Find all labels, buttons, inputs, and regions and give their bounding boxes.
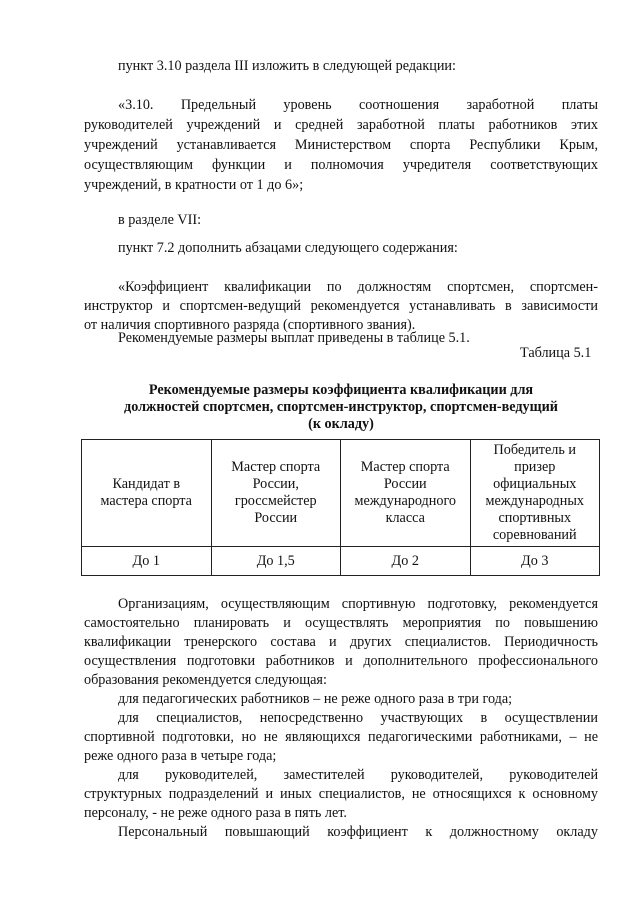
section-vii-heading: в разделе VII: <box>118 212 202 228</box>
header-line: Кандидат в <box>112 476 181 492</box>
header-line: призер <box>514 459 556 475</box>
pedagogical-workers-item: для педагогических работников – не реже одного раза в три года; <box>118 691 513 707</box>
specialists-item-line-1: для специалистов, непосредственно участвующих в осуществлении <box>118 710 598 726</box>
header-line: Мастер спорта <box>231 459 321 475</box>
table-values-row <box>82 547 600 576</box>
word: заместителей <box>283 767 365 783</box>
header-line: Мастер спорта <box>360 459 450 475</box>
coefficient-table <box>81 439 600 576</box>
table-title-line-2: должностей спортсмен, спортсмен-инструктор, спортсмен-ведущий <box>124 399 558 415</box>
header-line: соревнований <box>492 527 577 543</box>
paragraph-3-10-line-2: руководителей учреждений и средней заработной платы работников этих <box>84 117 598 133</box>
coefficient-paragraph-line-3: от наличия спортивного разряда (спортивного звания). <box>84 317 416 333</box>
table-number: Таблица 5.1 <box>520 345 592 361</box>
header-line: России <box>254 510 298 526</box>
table-title-line-3: (к окладу) <box>308 416 374 432</box>
header-master-international <box>341 440 471 547</box>
paragraph-3-10-line-3: учреждений устанавливается Министерством спорта Республики Крым, <box>84 137 598 153</box>
header-line: России <box>383 476 427 492</box>
header-line: Победитель и <box>493 442 576 458</box>
header-candidate-master <box>82 440 212 547</box>
header-line: мастера спорта <box>100 493 192 509</box>
managers-item-line-1 <box>118 767 598 784</box>
training-paragraph-line-5: образования рекомендуется следующая: <box>84 672 327 688</box>
paragraph-3-10-line-4: осуществляющим функции и полномочия учредителя соответствующих <box>84 157 598 173</box>
training-paragraph-line-2: самостоятельно планировать и осуществлять мероприятия по повышению <box>84 615 598 631</box>
value-cell: До 3 <box>470 547 600 576</box>
specialists-item-line-3: реже одного раза в четыре года; <box>84 748 277 764</box>
header-line: международного <box>354 493 457 509</box>
training-paragraph-line-1: Организациям, осуществляющим спортивную подготовку, рекомендуется <box>118 596 598 612</box>
value-cell: До 1,5 <box>211 547 341 576</box>
word: соотношения <box>359 97 440 113</box>
word: для <box>118 767 139 783</box>
word: руководителей, <box>164 767 258 783</box>
personal-coefficient-line-1: Персональный повышающий коэффициент к должностному окладу <box>118 824 598 840</box>
word: уровень <box>283 97 332 113</box>
value-cell: До 2 <box>341 547 471 576</box>
paragraph-3-10-intro: пункт 3.10 раздела III изложить в следующей редакции: <box>118 58 456 74</box>
header-international-winner <box>470 440 600 547</box>
value-cell: До 1 <box>82 547 212 576</box>
paragraph-3-10-line-5: учреждений, в кратности от 1 до 6»; <box>84 177 304 193</box>
word: руководителей <box>509 767 599 783</box>
table-title-line-1: Рекомендуемые размеры коэффициента квалификации для <box>148 382 534 398</box>
word: «3.10. <box>118 97 154 113</box>
word: заработной <box>466 97 535 113</box>
managers-item-line-3: персоналу, - не реже одного раза в пять лет. <box>84 805 347 821</box>
header-master-russia <box>211 440 341 547</box>
header-line: спортивных <box>498 510 572 526</box>
coefficient-paragraph-line-2: инструктор и спортсмен-ведущий рекомендуется устанавливать в зависимости <box>84 298 598 314</box>
coefficient-paragraph-line-1: «Коэффициент квалификации по должностям спортсмен, спортсмен- <box>118 279 598 295</box>
word: руководителей, <box>390 767 484 783</box>
training-paragraph-line-3: квалификации тренерского состава и других специалистов. Периодичность <box>84 634 598 650</box>
training-paragraph-line-4: осуществления подготовки работников и дополнительного профессионального <box>84 653 598 669</box>
specialists-item-line-2: спортивной подготовки, но не являющихся педагогическими работниками, – не <box>84 729 598 745</box>
header-line: официальных <box>493 476 577 492</box>
header-line: гроссмейстер <box>234 493 317 509</box>
header-line: России, <box>252 476 299 492</box>
word: Предельный <box>180 97 257 113</box>
paragraph-7-2-intro: пункт 7.2 дополнить абзацами следующего содержания: <box>118 240 458 256</box>
managers-item-line-2: структурных подразделений и иных специалистов, не относящихся к основному <box>84 786 598 802</box>
table-reference-paragraph: Рекомендуемые размеры выплат приведены в таблице 5.1. <box>118 330 470 346</box>
header-line: класса <box>385 510 425 526</box>
header-line: международных <box>485 493 584 509</box>
table-header-row <box>82 440 600 547</box>
word: платы <box>561 97 599 113</box>
paragraph-3-10-line-1 <box>84 97 598 114</box>
